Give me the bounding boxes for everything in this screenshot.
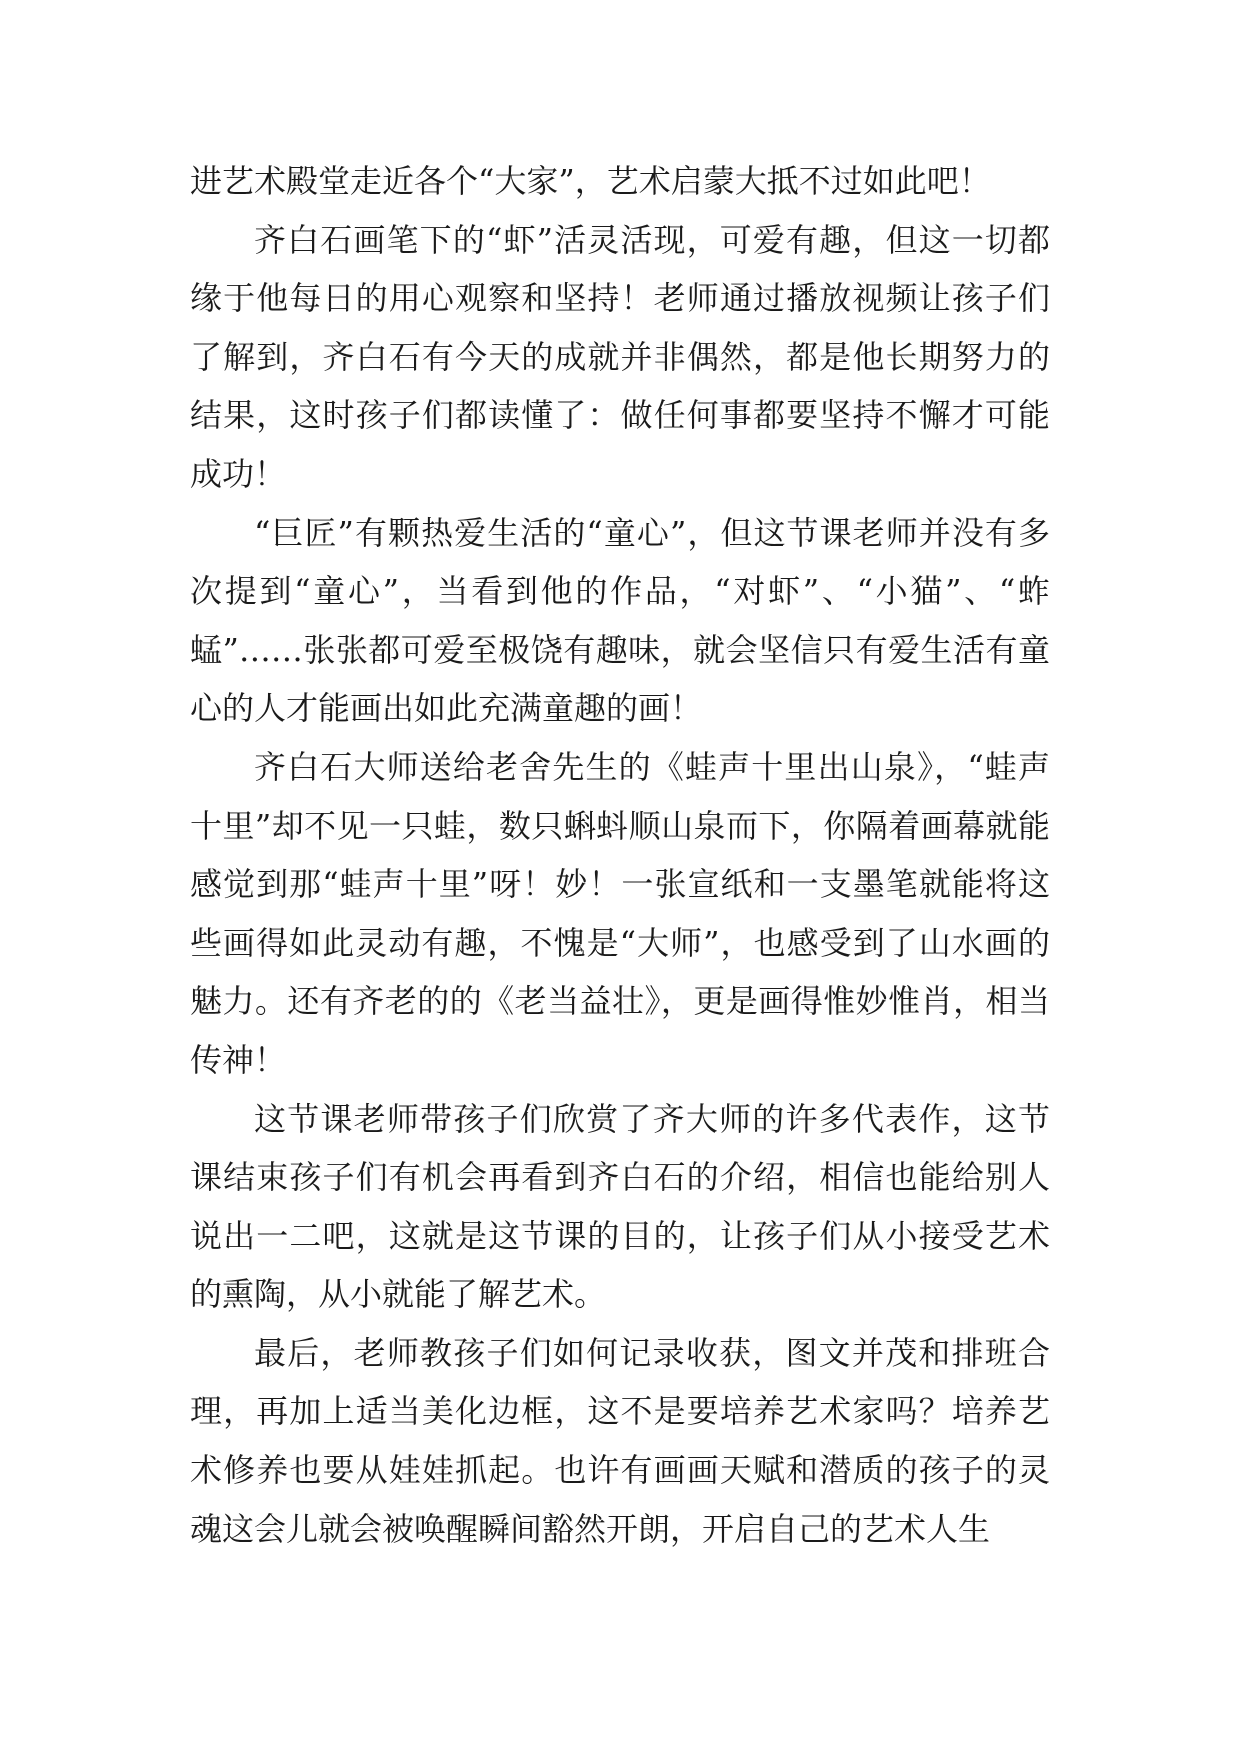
paragraph-continuation: 进艺术殿堂走近各个“大家”，艺术启蒙大抵不过如此吧！	[190, 162, 991, 200]
paragraph-frog-painting: 齐白石大师送给老舍先生的《蛙声十里出山泉》，“蛙声十里”却不见一只蛙，数只蝌蚪顺山泉而下，你隔着画幕就能感觉到那“蛙声十里”呀！妙！一张宣纸和一支墨笔就能将这些画得如此灵动有趣，不愧是“大师”，也感受到了山水画的魅力。还有齐老的的《老当益壮》，更是画得惟妙惟肖，相当传神！	[190, 747, 1050, 1079]
paragraph-lesson-purpose: 这节课老师带孩子们欣赏了齐大师的许多代表作，这节课结束孩子们有机会再看到齐白石的介绍，相信也能给别人说出一二吧，这就是这节课的目的，让孩子们从小接受艺术的熏陶，从小就能了解艺术。	[190, 1099, 1050, 1314]
paragraph-childlike-heart: “巨匠”有颗热爱生活的“童心”，但这节课老师并没有多次提到“童心”，当看到他的作品，“对虾”、“小猫”、“蚱蜢”……张张都可爱至极饶有趣味，就会坚信只有爱生活有童心的人才能画出如此充满童趣的画！	[190, 513, 1050, 728]
document-body	[190, 152, 1050, 1558]
paragraph-conclusion: 最后，老师教孩子们如何记录收获，图文并茂和排班合理，再加上适当美化边框，这不是要培养艺术家吗？培养艺术修养也要从娃娃抓起。也许有画画天赋和潜质的孩子的灵魂这会儿就会被唤醒瞬间豁然开朗，开启自己的艺术人生	[190, 1333, 1050, 1548]
paragraph-shrimp: 齐白石画笔下的“虾”活灵活现，可爱有趣，但这一切都缘于他每日的用心观察和坚持！老师通过播放视频让孩子们了解到，齐白石有今天的成就并非偶然，都是他长期努力的结果，这时孩子们都读懂了：做任何事都要坚持不懈才可能成功！	[190, 220, 1050, 493]
